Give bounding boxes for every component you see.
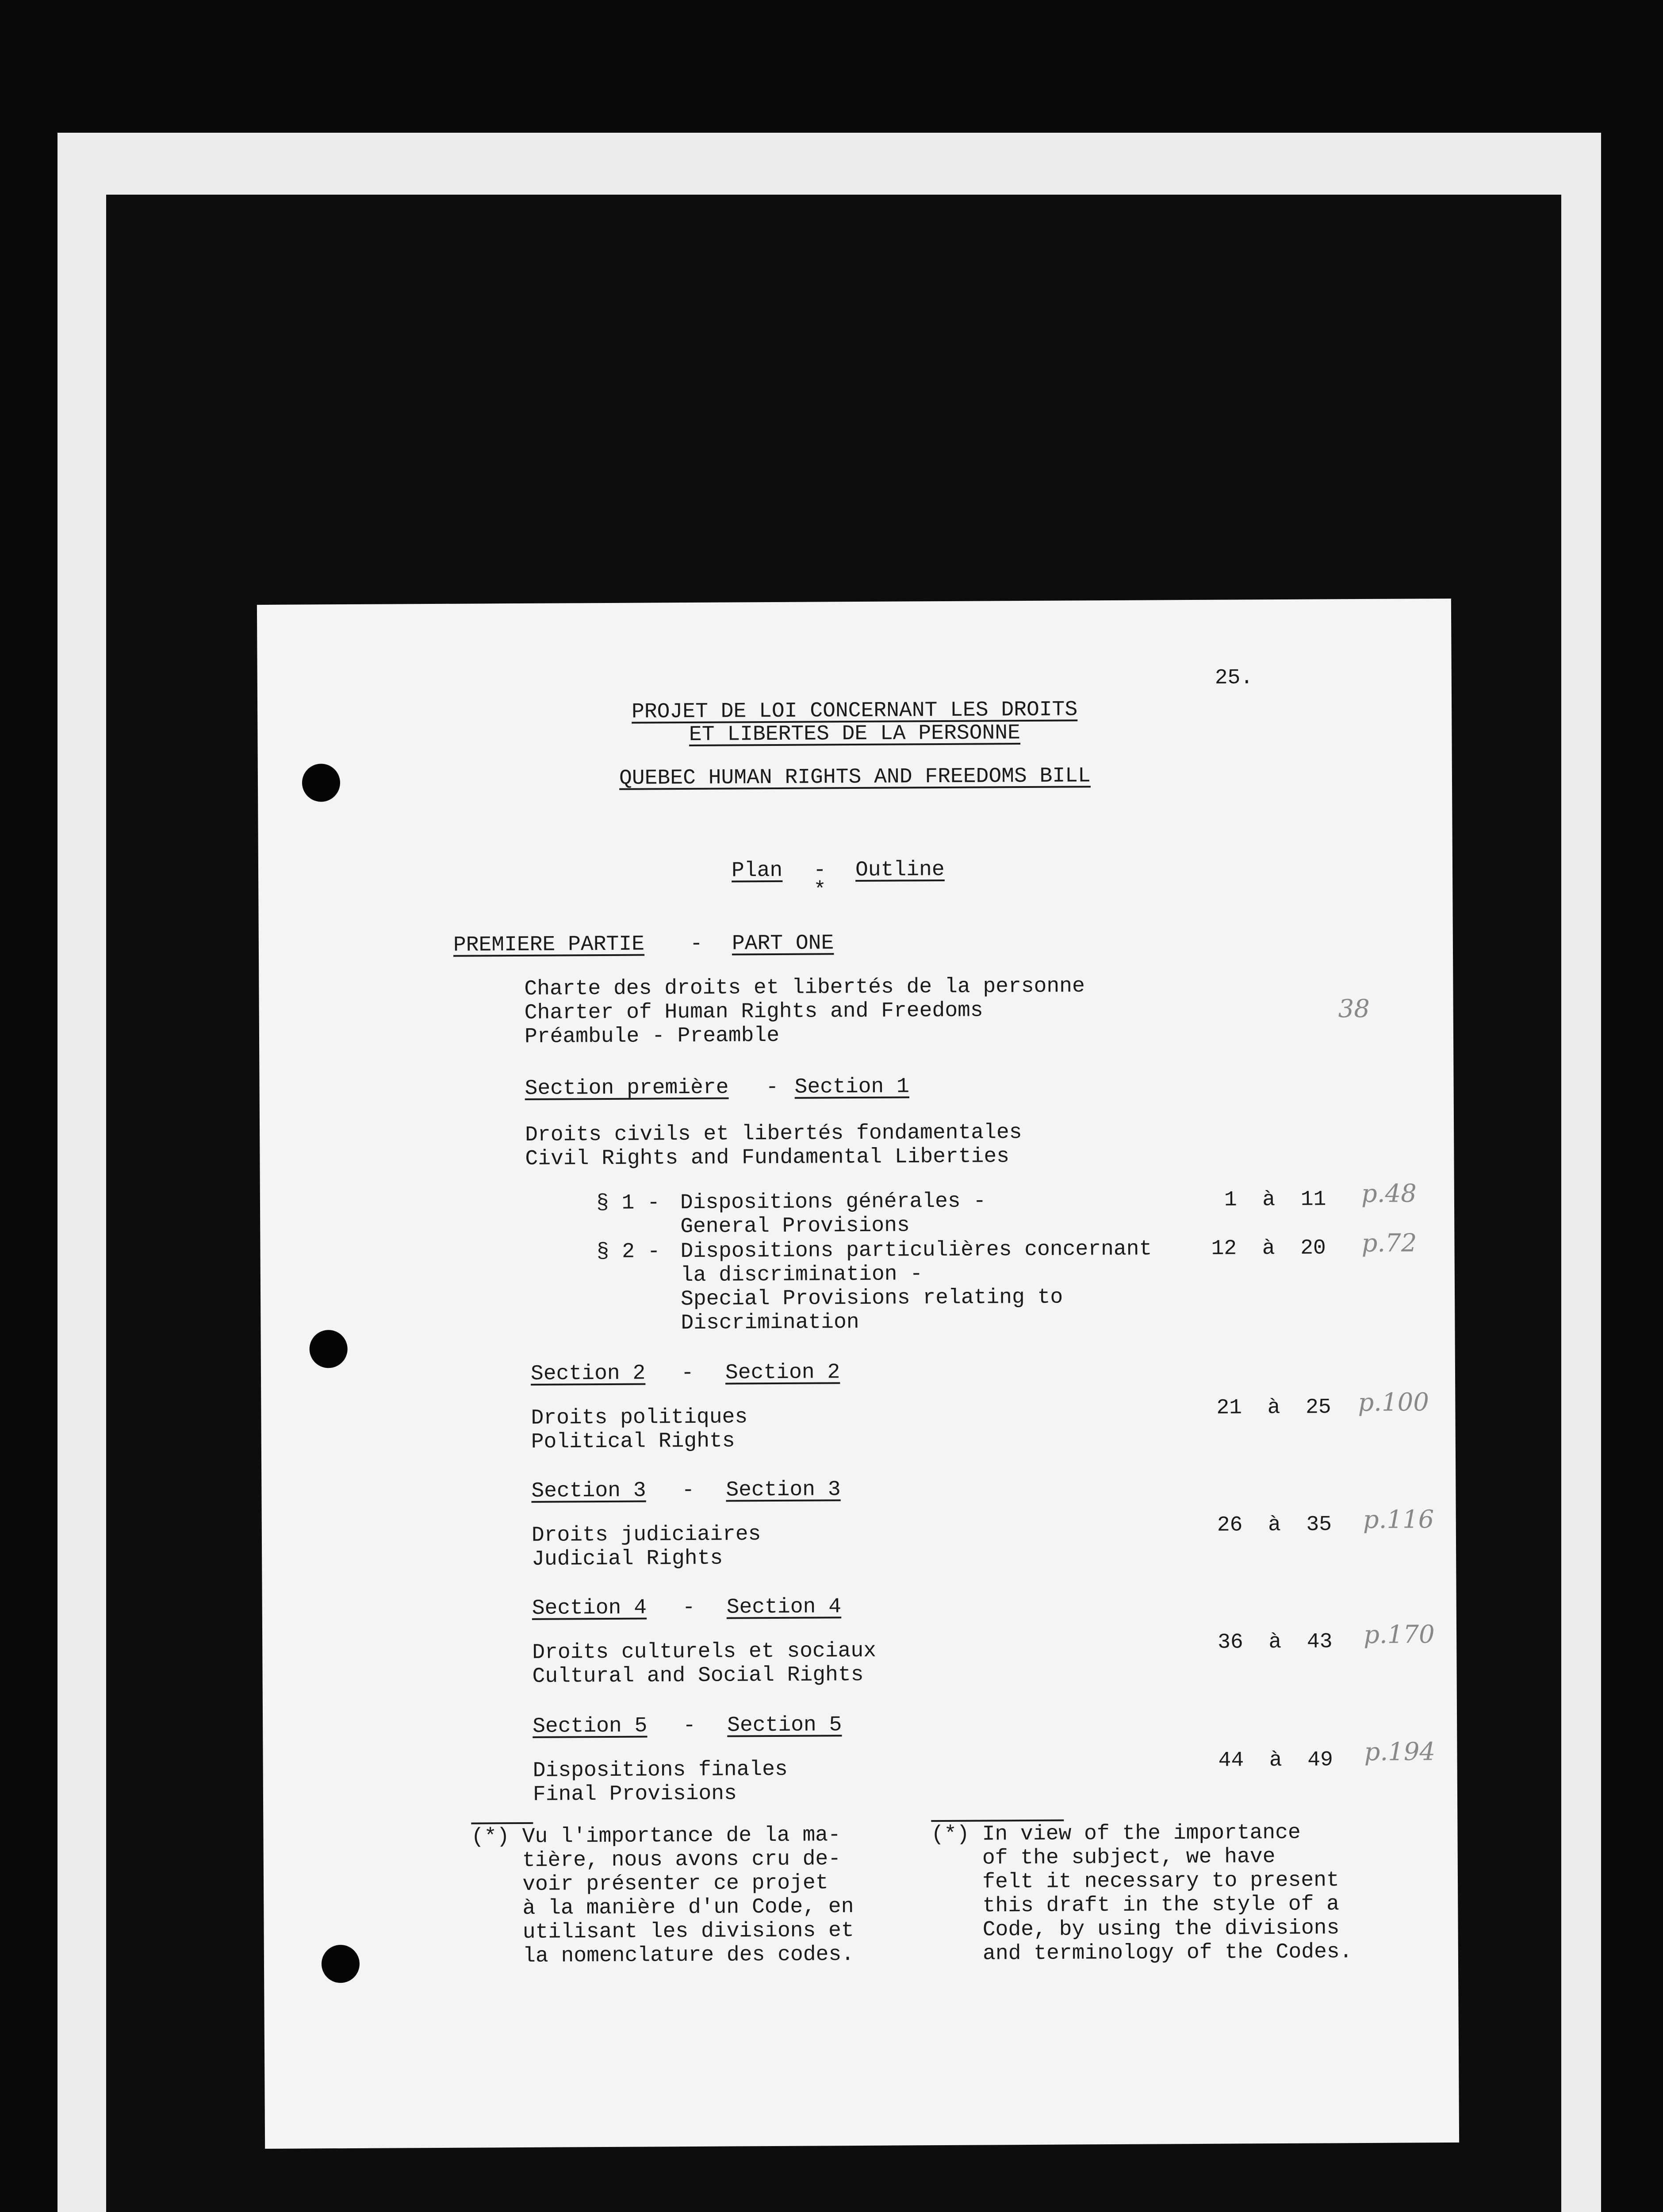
charter-line1: Charte des droits et libertés de la personne	[524, 974, 1085, 1001]
plan-footnote-star: *	[813, 878, 827, 902]
footnote-fr-line: utilisant les divisions et	[471, 1919, 854, 1945]
sub2-line2: la discrimination -	[680, 1262, 923, 1288]
charter-line3: Préambule - Preamble	[524, 1023, 780, 1049]
footnote-rule	[931, 1820, 1064, 1822]
footnote-en-line: and terminology of the Codes.	[931, 1940, 1353, 1966]
handwritten-note: p.170	[1363, 1620, 1435, 1650]
punch-hole	[309, 1330, 347, 1368]
section3-range: 26 à 35	[1217, 1513, 1332, 1537]
footnote-rule	[471, 1822, 533, 1824]
footnote-fr-line: voir présenter ce projet	[471, 1871, 828, 1897]
section5-heading-fr: Section 5	[533, 1714, 648, 1739]
title-fr-line2: ET LIBERTES DE LA PERSONNE	[689, 721, 1021, 747]
part-dash: -	[690, 932, 703, 956]
sub1-fr: Dispositions générales -	[680, 1189, 986, 1215]
section2-dash: -	[681, 1361, 694, 1386]
handwritten-note: p.48	[1361, 1179, 1417, 1209]
part-en: PART ONE	[732, 931, 834, 956]
section4-heading-en: Section 4	[726, 1595, 842, 1620]
section5-title-fr: Dispositions finales	[533, 1757, 788, 1783]
section3-title-fr: Droits judiciaires	[531, 1522, 761, 1548]
sub1-range: 1 à 11	[1224, 1187, 1326, 1212]
section3-heading-en: Section 3	[726, 1478, 841, 1502]
handwritten-note: p.194	[1364, 1737, 1436, 1767]
part-fr: PREMIERE PARTIE	[453, 932, 645, 957]
sub1-mark: § 1 -	[596, 1191, 660, 1216]
handwritten-note: p.100	[1358, 1388, 1429, 1417]
section3-dash: -	[682, 1478, 695, 1503]
handwritten-note: p.72	[1361, 1229, 1417, 1258]
section2-heading-en: Section 2	[725, 1360, 840, 1385]
section5-title-en: Final Provisions	[533, 1782, 737, 1807]
plan-en: Outline	[855, 857, 945, 883]
charter-line2: Charter of Human Rights and Freedoms	[524, 998, 983, 1025]
section5-range: 44 à 49	[1218, 1748, 1333, 1773]
sub2-line4: Discrimination	[681, 1310, 859, 1336]
plan-dash: -	[813, 858, 826, 883]
footnote-en-line: (*) In view of the importance	[931, 1820, 1301, 1847]
section1-heading-en: Section 1	[794, 1075, 909, 1099]
section3-heading-fr: Section 3	[531, 1479, 646, 1503]
footnote-en-line: felt it necessary to present	[931, 1868, 1339, 1895]
footnote-fr-line: la nomenclature des codes.	[471, 1943, 854, 1969]
section1-heading-fr: Section première	[525, 1075, 729, 1101]
sub1-en: General Provisions	[680, 1214, 910, 1239]
section1-dash: -	[766, 1075, 779, 1100]
section1-title-fr: Droits civils et libertés fondamentales	[525, 1121, 1022, 1147]
title-fr-line1: PROJET DE LOI CONCERNANT LES DROITS	[631, 698, 1078, 724]
section1-title-en: Civil Rights and Fundamental Liberties	[525, 1144, 1010, 1171]
section5-heading-en: Section 5	[727, 1713, 842, 1738]
section4-title-en: Cultural and Social Rights	[532, 1663, 864, 1689]
plan-fr: Plan	[731, 858, 783, 883]
handwritten-note: 38	[1338, 994, 1370, 1024]
document-page	[257, 599, 1459, 2149]
footnote-fr-line: à la manière d'un Code, en	[471, 1895, 854, 1921]
section4-title-fr: Droits culturels et sociaux	[532, 1639, 877, 1665]
sub2-line1: Dispositions particulières concernant	[680, 1237, 1152, 1264]
page-number: 25.	[1215, 666, 1253, 690]
sub2-line3: Special Provisions relating to	[680, 1285, 1063, 1312]
section2-title-en: Political Rights	[531, 1429, 735, 1454]
title-en: QUEBEC HUMAN RIGHTS AND FREEDOMS BILL	[619, 764, 1091, 791]
section4-heading-fr: Section 4	[532, 1596, 647, 1621]
sub2-range: 12 à 20	[1211, 1236, 1326, 1261]
section4-dash: -	[682, 1595, 695, 1620]
footnote-en-line: of the subject, we have	[931, 1845, 1276, 1871]
section2-heading-fr: Section 2	[530, 1361, 646, 1386]
footnote-fr-line: tière, nous avons cru de-	[471, 1847, 841, 1873]
sub2-mark: § 2 -	[596, 1240, 660, 1264]
section3-title-en: Judicial Rights	[532, 1546, 723, 1571]
punch-hole	[322, 1945, 360, 1983]
section4-range: 36 à 43	[1218, 1630, 1333, 1655]
footnote-fr-line: (*) Vu l'importance de la ma-	[471, 1823, 841, 1849]
section2-title-fr: Droits politiques	[531, 1405, 748, 1430]
handwritten-note: p.116	[1363, 1505, 1434, 1535]
section2-range: 21 à 25	[1216, 1395, 1331, 1420]
footnote-en-line: this draft in the style of a	[931, 1892, 1340, 1919]
footnote-en-line: Code, by using the divisions	[931, 1916, 1340, 1943]
section5-dash: -	[683, 1713, 696, 1738]
punch-hole	[302, 764, 340, 802]
